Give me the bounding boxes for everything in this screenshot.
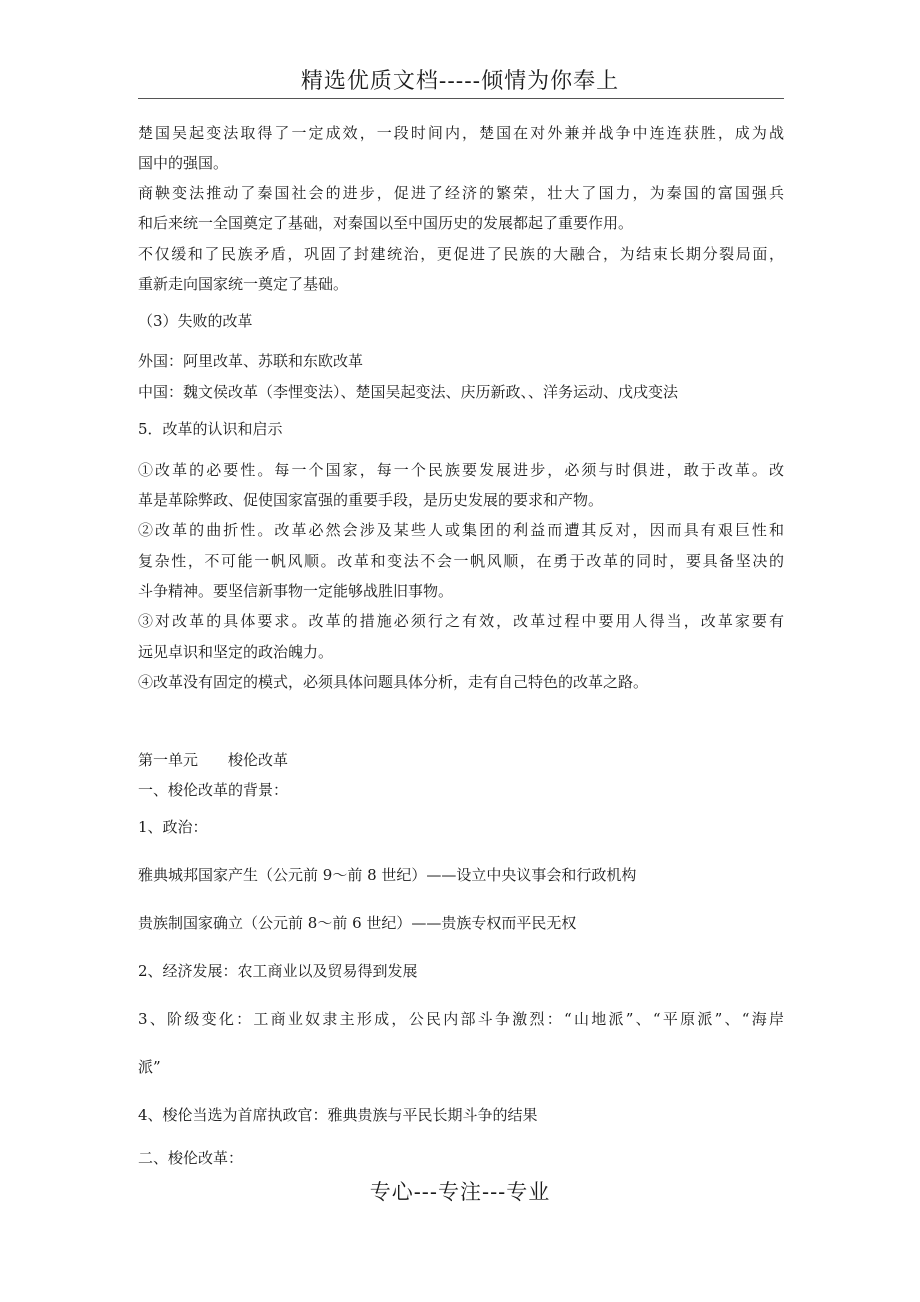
text-line: 革是革除弊政、促使国家富强的重要手段，是历史发展的要求和产物。: [138, 491, 604, 509]
text-line: 雅典城邦国家产生（公元前 9～前 8 世纪）——设立中央议事会和行政机构: [138, 866, 637, 884]
text-line: 3、阶级变化：工商业奴隶主形成，公民内部斗争激烈：“山地派”、“平原派”、“海岸: [138, 1010, 784, 1028]
text-line: 4、梭伦当选为首席执政官：雅典贵族与平民长期斗争的结果: [138, 1106, 538, 1124]
text-line: 中国：魏文侯改革（李悝变法）、楚国吴起变法、庆历新政、、洋务运动、戊戌变法: [138, 383, 679, 401]
text-line: 外国：阿里改革、苏联和东欧改革: [138, 352, 364, 370]
text-line: ①改革的必要性。每一个国家，每一个民族要发展进步，必须与时俱进，敢于改革。改: [138, 461, 784, 479]
page-header-title: 精选优质文档-----倾情为你奉上: [300, 69, 620, 94]
text-line: 派”: [138, 1058, 161, 1076]
text-line: 国中的强国。: [138, 154, 229, 172]
text-line: 商鞅变法推动了秦国社会的进步，促进了经济的繁荣，壮大了国力，为秦国的富国强兵: [138, 184, 784, 202]
text-line: 和后来统一全国奠定了基础，对秦国以至中国历史的发展都起了重要作用。: [138, 214, 634, 232]
text-line: ④改革没有固定的模式，必须具体问题具体分析，走有自己特色的改革之路。: [138, 673, 649, 691]
section-heading: 一、梭伦改革的背景：: [138, 781, 289, 799]
text-line: 重新走向国家统一奠定了基础。: [138, 275, 349, 293]
text-line: 1、政治：: [138, 818, 208, 836]
text-line: 远见卓识和坚定的政治魄力。: [138, 643, 334, 661]
text-line: ②改革的曲折性。改革必然会涉及某些人或集团的利益而遭其反对，因而具有艰巨性和: [138, 521, 784, 539]
unit-heading: 第一单元 梭伦改革: [138, 751, 289, 769]
text-line: 复杂性，不可能一帆风顺。改革和变法不会一帆风顺，在勇于改革的同时，要具备坚决的: [138, 552, 784, 570]
page-footer-text: 专心---专注---专业: [369, 1180, 551, 1204]
section-heading: （3）失败的改革: [138, 312, 253, 330]
section-heading: 二、梭伦改革：: [138, 1149, 244, 1167]
text-line: 不仅缓和了民族矛盾，巩固了封建统治，更促进了民族的大融合，为结束长期分裂局面，: [138, 245, 784, 263]
section-heading: 5．改革的认识和启示: [138, 420, 283, 438]
text-line: 贵族制国家确立（公元前 8～前 6 世纪）——贵族专权而平民无权: [138, 914, 577, 932]
text-line: ③对改革的具体要求。改革的措施必须行之有效，改革过程中要用人得当，改革家要有: [138, 612, 784, 630]
text-line: 2、经济发展：农工商业以及贸易得到发展: [138, 962, 418, 980]
text-line: 楚国吴起变法取得了一定成效，一段时间内，楚国在对外兼并战争中连连获胜，成为战: [138, 124, 784, 142]
header-divider: [138, 98, 784, 99]
text-line: 斗争精神。要坚信新事物一定能够战胜旧事物。: [138, 582, 454, 600]
